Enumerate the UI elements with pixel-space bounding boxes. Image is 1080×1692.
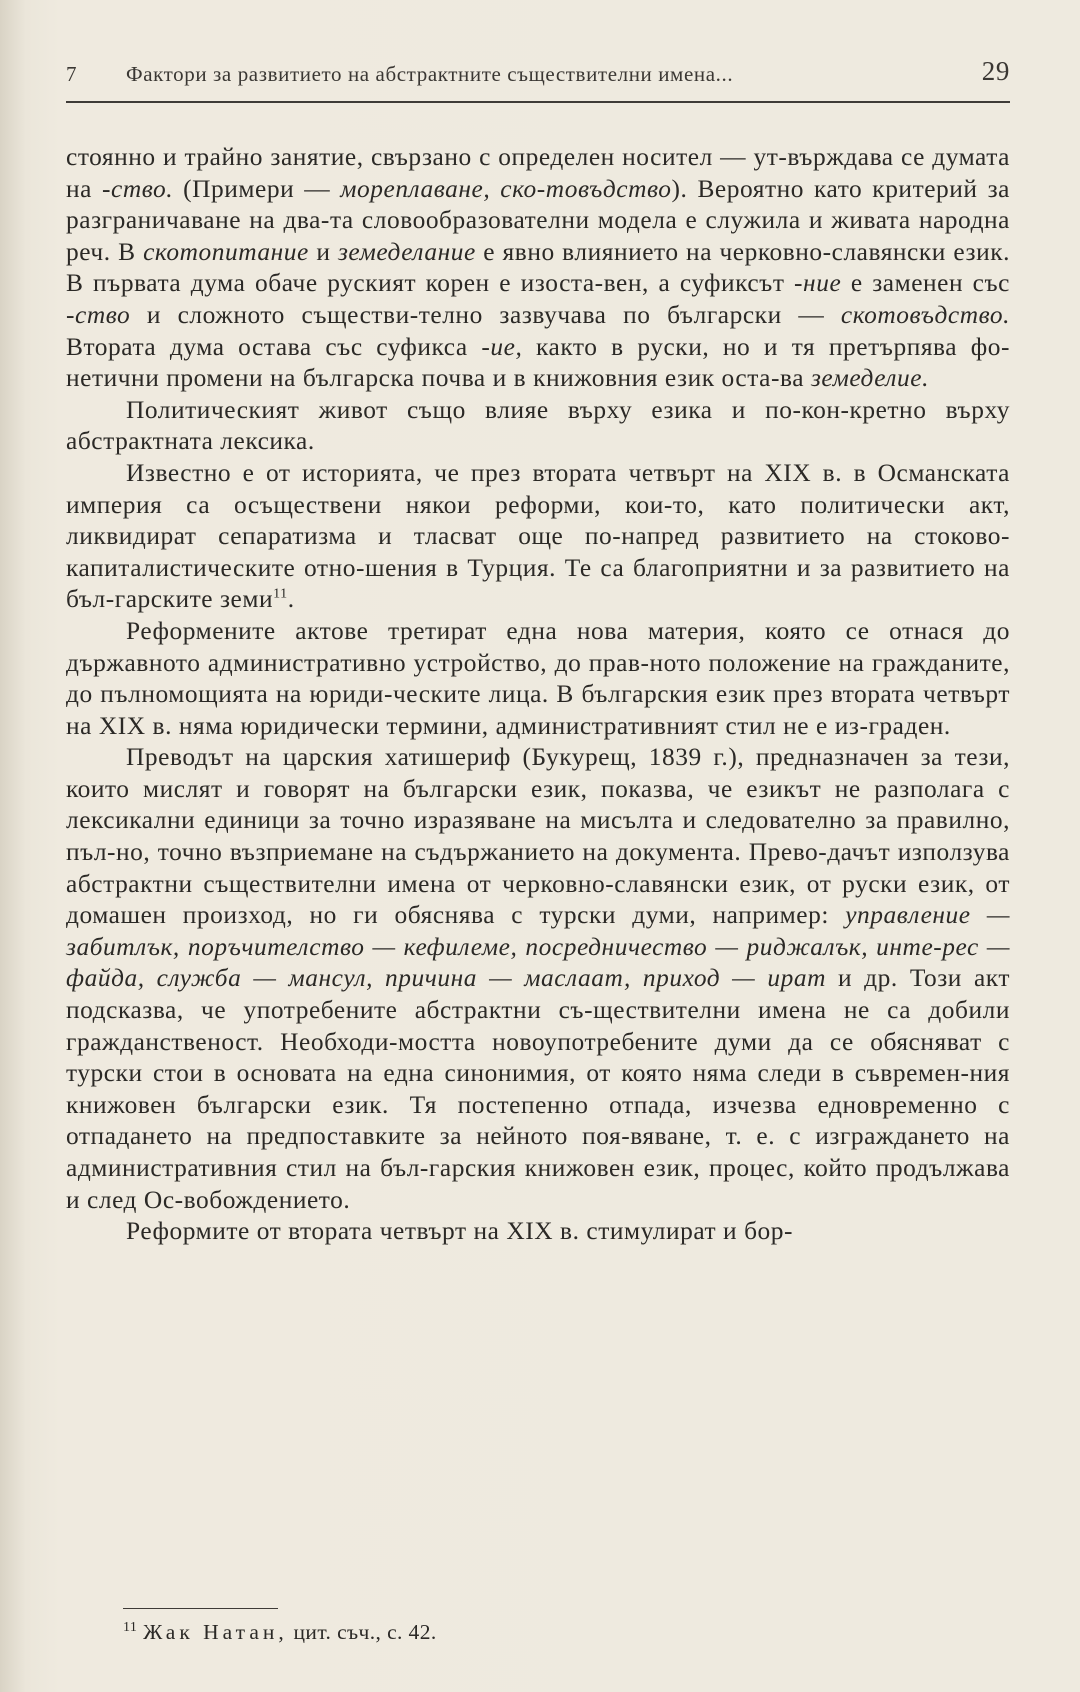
text-run: е заменен със xyxy=(841,269,1011,298)
chapter-number: 7 xyxy=(66,62,78,86)
footnote xyxy=(123,1620,437,1645)
running-title: Фактори за развитието на абстрактните съществителни имена... xyxy=(126,62,734,86)
italic-term: мореплаване, ско-товъдство xyxy=(340,174,672,203)
footnote-reference-marker: 11 xyxy=(273,586,288,602)
italic-term: земеделание xyxy=(337,237,476,266)
text-run: ). Вероятно като критерий за разграничаване на два-та словообразователни модела е служила и живата народна реч. В xyxy=(66,174,1010,266)
italic-term: земеделие. xyxy=(810,364,929,393)
text-run: е явно влиянието на черковно-славянски език. В първата дума обаче руският корен е изоста-вен, а суфиксът xyxy=(66,237,1010,298)
footnote-author: Жак Натан, xyxy=(143,1620,288,1644)
italic-term: -ство. xyxy=(102,174,174,203)
text-run: и др. Този акт подсказва, че употребените абстрактни съ-ществителни имена не са добили гражданственост. Необходи-мостта новоупотребените думи да се обясняват с турски стои в основата на една синонимия, от която няма следи в съвремен-ния книжовен български език. Тя постепенно отпада, изчезва едновременно с отпадането на предпоставките за нейното поя-вяване, т. е. с изграждането на административния стил на бъл-гарския книжовен език, процес, който продължава и след Ос-вобождението. xyxy=(66,964,1010,1214)
footnote-rule xyxy=(123,1608,278,1609)
text-run: и xyxy=(308,237,338,266)
italic-term: -ие, xyxy=(481,332,523,361)
text-run: Втората дума остава със суфикса xyxy=(66,332,482,361)
paragraph xyxy=(66,458,1010,616)
text-run: . xyxy=(287,585,295,614)
paragraph xyxy=(66,142,1010,395)
text-run: (Примери — xyxy=(173,174,341,203)
running-header xyxy=(66,58,1010,92)
paragraph xyxy=(66,395,1010,458)
footnote-reference: цит. съч., с. 42. xyxy=(287,1620,437,1644)
paragraph xyxy=(66,616,1010,742)
paragraph xyxy=(66,742,1010,1216)
text-run: и сложното съществи-телно зазвучава по български — xyxy=(130,300,841,329)
text-run: Известно е от историята, че през втората четвърт на XIX в. в Османската империя са осъществени някои реформи, кои-то, като политически акт, ликвидират сепаратизма и тласват още по-напред развитието на стоково-капиталистическите отно-шения в Турция. Те са благоприятни и за развитието на бъл-гарските земи xyxy=(66,458,1010,614)
text-run: както в руски, но и тя претърпява фо-нетични промени на българска почва и в книжовния език оста-ва xyxy=(66,332,1010,393)
text-run: Реформените актове третират една нова материя, която се отнася до държавното административно устройство, до прав-ното положение на гражданите, до пълномощията на юриди-ческите лица. В българския език през втората четвърт на XIX в. няма юридически термини, административният стил не е из-граден. xyxy=(66,616,1010,740)
text-run: Реформите от втората четвърт на XIX в. стимулират и бор- xyxy=(126,1217,794,1246)
italic-term: -ство xyxy=(66,300,131,329)
italic-term: управление — забитлък, поръчителство — кефилеме, посредничество — риджалък, инте-рес — файда, служба — мансул, причина — маслаат, приход — ират xyxy=(66,901,1010,993)
text-run: стоянно и трайно занятие, свързано с определен носител — ут-върждава се думата на xyxy=(66,143,1010,203)
footnote-marker: 11 xyxy=(123,1619,138,1635)
italic-term: -ние xyxy=(794,269,842,298)
body-text xyxy=(66,142,1010,1248)
page-number: 29 xyxy=(981,56,1010,86)
paragraph xyxy=(66,1216,1010,1248)
header-rule xyxy=(66,101,1010,103)
text-run: Преводът на царския хатишериф (Букурещ, 1839 г.), предназначен за тези, които мислят и говорят на български език, показва, че езикът не разполага с лексикални единици за точно изразяване на мисълта и следователно за правилно, пъл-но, точно възприемане на съдържанието на документа. Прево-дачът използува абстрактни съществителни имена от черковно-славянски език, от руски език, от домашен произход, но ги обяснява с турски думи, например: xyxy=(66,743,1010,930)
italic-term: скотопитание xyxy=(143,237,309,266)
text-run: Политическият живот също влияе върху езика и по-кон-кретно върху абстрактната лексика. xyxy=(66,395,1010,456)
italic-term: скотовъдство. xyxy=(840,300,1010,329)
